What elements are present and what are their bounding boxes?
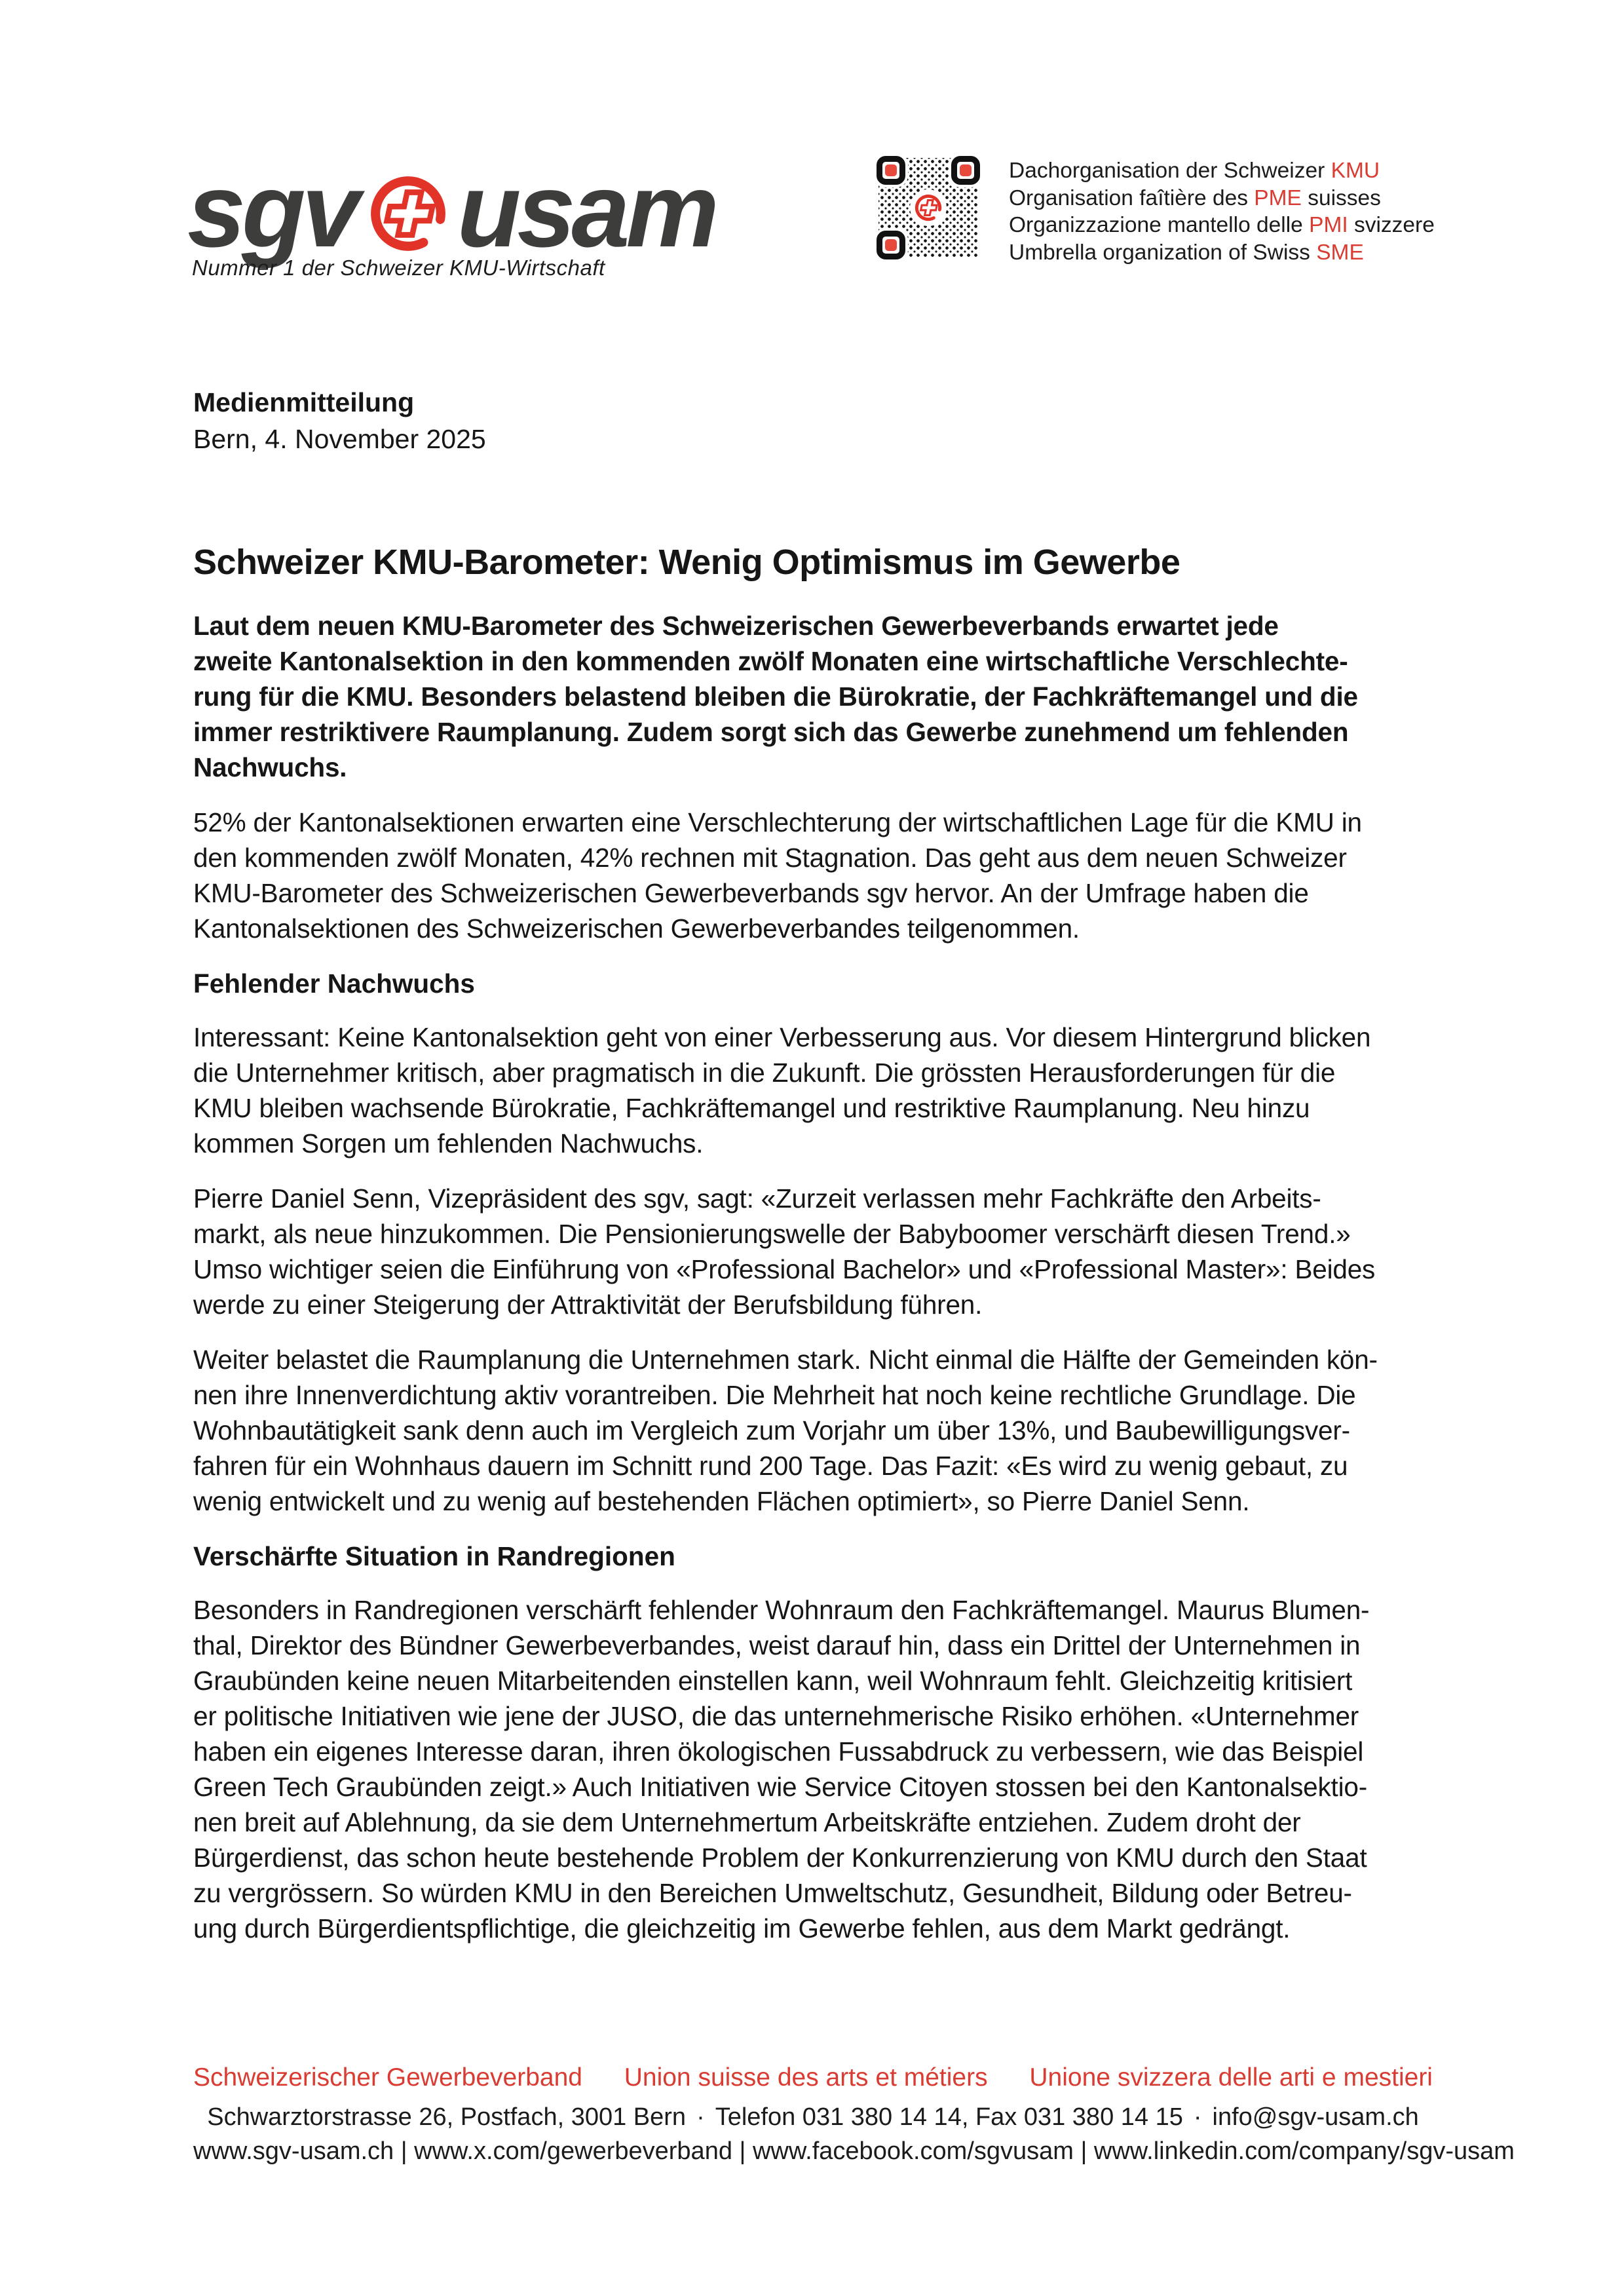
footer-org-fr: Union suisse des arts et métiers — [624, 2063, 988, 2092]
paragraph-senn-quote: Pierre Daniel Senn, Vizepräsident des sgv, sagt: «Zurzeit verlassen mehr Fachkräfte den Arbeits- markt, als neue hinzukommen. Die Pensionierungswelle der Babyboomer verschärft diesen Trend.» Umso wichtiger seien die Einführung von «Professional Bachelor» und «Professional Master»: Beides werde zu einer Steigerung der Attraktivität der Berufsbildung führen. — [193, 1183, 1376, 1320]
footer-org-it: Unione svizzera delle arti e mestieri — [1029, 2063, 1433, 2092]
logo-text-usam: usam — [457, 151, 715, 269]
paragraph-challenges: Interessant: Keine Kantonalsektion geht von einer Verbesserung aus. Vor diesem Hintergrund blicken die Unternehmer kritisch, aber pragmatisch in die Zukunft. Die grössten Herausforderungen für die KMU bleiben wachsende Bürokratie, Fachkräftemangel und restriktive Raumplanung. Neu hinzu kommen Sorgen um fehlenden Nachwuchs. — [193, 1022, 1371, 1158]
umbrella-org-lines — [1009, 157, 1435, 266]
org-acronym-pmi: PMI — [1309, 213, 1348, 237]
section-heading-randregionen: Verschärfte Situation in Randregionen — [193, 1541, 675, 1571]
footer-org-de: Schweizerischer Gewerbeverband — [193, 2063, 582, 2092]
page-footer — [193, 2063, 1515, 2167]
org-line-it: Organizzazione mantello delle PMI svizzere — [1009, 213, 1435, 237]
paragraph-survey-results: 52% der Kantonalsektionen erwarten eine Verschlechterung der wirtschaftlichen Lage für die KMU in den kommenden zwölf Monaten, 42% rechnen mit Stagnation. Das geht aus dem neuen Schweizer KMU-Barometer des Schweizerischen Gewerbeverbands sgv hervor. An der Umfrage haben die Kantonalsektionen des Schweizerischen Gewerbeverbandes teilgenommen. — [193, 807, 1362, 944]
logo-text-sgv: sgv — [187, 151, 356, 269]
qr-finder-dot — [960, 164, 972, 176]
section-heading-nachwuchs: Fehlender Nachwuchs — [193, 968, 475, 999]
org-line-en: Umbrella organization of Swiss SME — [1009, 240, 1364, 265]
lead-paragraph: Laut dem neuen KMU-Barometer des Schweizerischen Gewerbeverbands erwartet jede zweite Kantonalsektion in den kommenden zwölf Monaten eine wirtschaftliche Verschlechte- rung für die KMU. Besonders belastend bleiben die Bürokratie, der Fachkräftemangel und die immer restriktivere Raumplanung. Zudem sorgt sich das Gewerbe zunehmend um fehlenden Nachwuchs. — [193, 611, 1358, 782]
qr-finder-bottom-left — [877, 231, 905, 259]
paragraph-randregionen: Besonders in Randregionen verschärft fehlender Wohnraum den Fachkräftemangel. Maurus Blumen- thal, Direktor des Bündner Gewerbeverbandes, weist darauf hin, dass ein Drittel der Unternehmen in Graubünden keine neuen Mitarbeitenden einstellen kann, weil Wohnraum fehlt. Gleichzeitig kritisiert er politische Initiativen wie jene der JUSO, die das unternehmerische Risiko erhöhen. «Unternehmer haben ein eigenes Interesse daran, ihren ökologischen Fussabdruck zu verbessern, wie das Beispiel Green Tech Graubünden zeigt.» Auch Initiativen wie Service Citoyen stossen bei den Kantonalsektio- nen breit auf Ablehnung, da sie dem Unternehmertum Arbeitskräfte entziehen. Zudem droht der Bürgerdienst, das schon heute bestehende Problem der Konkurrenzierung von KMU durch den Staat zu vergrössern. So würden KMU in den Bereichen Umweltschutz, Gesundheit, Bildung oder Betreu- ung durch Bürgerdientspflichtige, die gleichzeitig im Gewerbe fehlen, aus dem Markt gedrängt. — [193, 1595, 1370, 1943]
org-acronym-kmu: KMU — [1331, 159, 1380, 183]
document-body — [193, 384, 1445, 1966]
footer-web-links: www.sgv-usam.ch | www.x.com/gewerbeverband | www.facebook.com/sgvusam | www.linkedin.com/company/sgv-usam — [193, 2137, 1515, 2165]
qr-code — [877, 156, 980, 259]
footer-phone-fax: Telefon 031 380 14 14, Fax 031 380 14 15 — [715, 2103, 1183, 2131]
footer-separator: · — [696, 2103, 705, 2131]
footer-separator: · — [1193, 2103, 1202, 2131]
paragraph-raumplanung: Weiter belastet die Raumplanung die Unternehmen stark. Nicht einmal die Hälfte der Gemeinden kön- nen ihre Innenverdichtung aktiv vorantreiben. Die Mehrheit hat noch keine rechtliche Grundlage. Die Wohnbautätigkeit sank denn auch im Vergleich zum Vorjahr um über 13%, und Baubewilligungsver- fahren für ein Wohnhaus dauern im Schnitt rund 200 Tage. Das Fazit: «Es wird zu wenig gebaut, zu wenig entwickelt und zu wenig auf bestehenden Flächen optimiert», so Pierre Daniel Senn. — [193, 1345, 1378, 1516]
page-title: Schweizer KMU-Barometer: Wenig Optimismus im Gewerbe — [193, 543, 1180, 582]
footer-contact-line — [193, 2101, 1433, 2133]
footer-org-names — [193, 2063, 1433, 2093]
footer-email: info@sgv-usam.ch — [1212, 2103, 1419, 2131]
qr-finder-dot — [885, 239, 897, 251]
org-acronym-sme: SME — [1316, 240, 1364, 265]
qr-finder-top-right — [951, 156, 980, 185]
org-line-fr: Organisation faîtière des PME suisses — [1009, 185, 1381, 210]
swiss-cross-at-icon — [366, 171, 451, 256]
swiss-cross-at-icon — [913, 193, 943, 223]
qr-center-logo — [910, 189, 947, 226]
document-kicker: Medienmitteilung — [193, 387, 415, 417]
logo-tagline: Nummer 1 der Schweizer KMU-Wirtschaft — [192, 256, 605, 280]
org-acronym-pme: PME — [1254, 185, 1302, 210]
qr-finder-dot — [885, 164, 897, 176]
qr-finder-top-left — [877, 156, 905, 185]
dateline: Bern, 4. November 2025 — [193, 424, 486, 454]
org-line-de: Dachorganisation der Schweizer KMU — [1009, 159, 1380, 183]
footer-address: Schwarztorstrasse 26, Postfach, 3001 Bern — [207, 2103, 687, 2131]
